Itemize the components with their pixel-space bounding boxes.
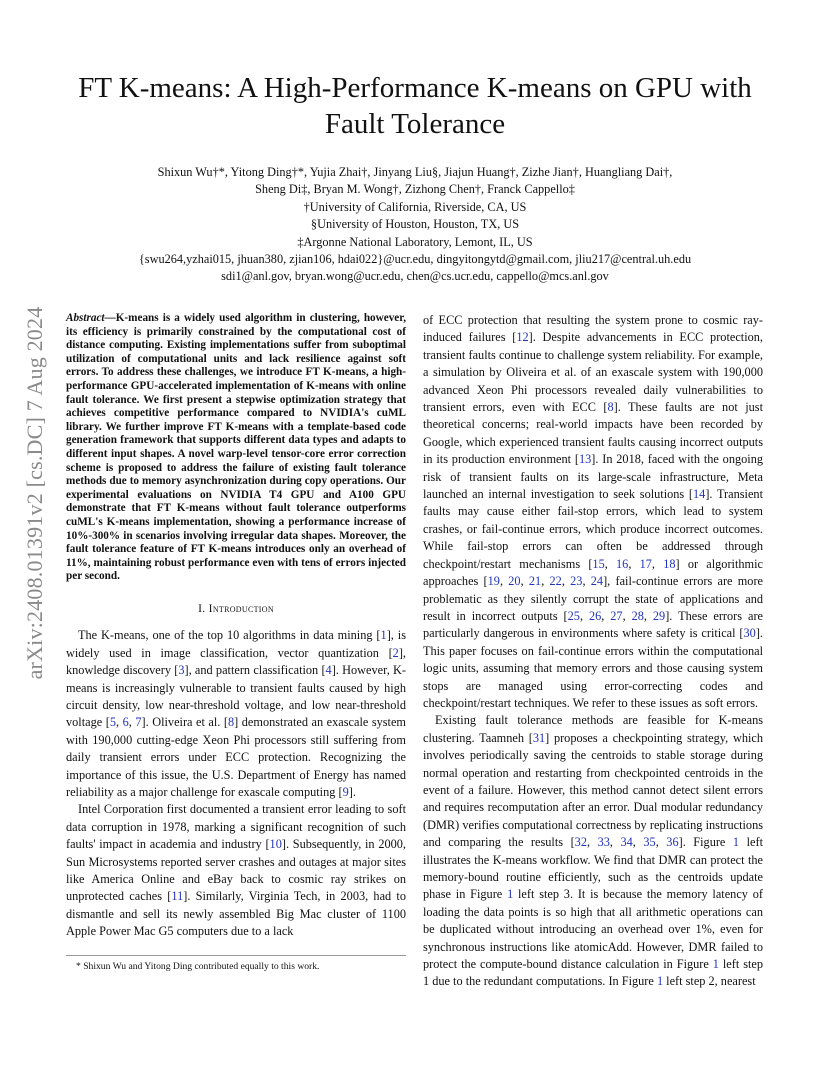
affiliation-2: §University of Houston, Houston, TX, US	[310, 217, 520, 232]
reference-link[interactable]: 8	[607, 400, 614, 415]
author-line-1: Shixun Wu†*, Yitong Ding†*, Yujia Zhai†, Jinyang Liu§, Jiajun Huang†, Zizhe Jian†, Huangliang Dai†,	[157, 165, 673, 179]
reference-link[interactable]: 3	[178, 663, 185, 678]
reference-link[interactable]: 34	[620, 835, 633, 850]
text-run: left step 2, nearest	[663, 974, 756, 989]
reference-link[interactable]: 15	[592, 556, 605, 571]
text-run: ]. Similarly, Virginia Tech, in 2003, had to dismantle and sell its newly assembled Big Mac cluster of 1100 Apple Power Mac G5 computers due to a lack	[66, 889, 406, 939]
reference-link[interactable]: 31	[532, 730, 546, 745]
text-run: ,	[632, 835, 644, 850]
author-line-2: Sheng Di‡, Bryan M. Wong†, Zizhong Chen†, Franck Cappello‡	[255, 182, 575, 197]
text-run: Intel Corporation first documented a transient error leading to soft data corruption in 1978, marking a significant recognition of such faults' impact in academia and industry [	[66, 802, 406, 852]
reference-link[interactable]: 28	[631, 608, 644, 623]
reference-link[interactable]: 16	[616, 556, 629, 571]
text-run: ], knowledge discovery [	[66, 645, 406, 678]
text-run: ,	[499, 574, 509, 589]
reference-link[interactable]: 6	[122, 715, 129, 730]
arxiv-identifier-text: arXiv:2408.01391v2 [cs.DC] 7 Aug 2024	[22, 306, 47, 680]
text-run: ] proposes a checkpointing strategy, which involves periodically saving the centroids to stable storage during normal operation and restarting from checkpointed centroids in the event of a failure. However, this method cannot detect silent errors and requires recomputation after an error. Dual modular redundancy (DMR) verifies computational correctness by replicating instructions and comparing the results [	[423, 730, 763, 850]
paper-title: FT K-means: A High-Performance K-means on GPU with Fault Tolerance	[78, 72, 752, 140]
reference-link[interactable]: 35	[643, 835, 656, 850]
emails-line-2: sdi1@anl.gov, bryan.wong@ucr.edu, chen@cs.ucr.edu, cappello@mcs.anl.gov	[221, 269, 609, 284]
right-column	[423, 312, 763, 991]
text-run: ,	[643, 608, 653, 623]
text-run: ]. This paper focuses on fail-continue errors within the computational logic units, assuming that memory errors and those causing system stops are managed using error-correcting codes and checkpoint/restart techniques. We refer to these issues as soft errors.	[423, 626, 763, 710]
text-run: ]. Despite advancements in ECC protection, transient faults continue to challenge system reliability. For example, a simulation by Oliveira et al. of an exascale system with 190,000 advanced Xeon Phi processors revealed daily vulnerabilities to transient errors, even with ECC [	[423, 330, 763, 415]
text-run: left step 1 due to the redundant computations. In Figure	[423, 957, 763, 989]
section-number: I.	[198, 601, 206, 615]
reference-link[interactable]: 21	[528, 574, 542, 589]
text-run: ]. Transient faults may cause either fail-stop errors, which lead to system crashes, or fail-continue errors, which produce incorrect outcomes. While fail-stop errors can often be addressed through checkpoint/restart mechanisms [	[423, 487, 763, 571]
affiliation-1: †University of California, Riverside, CA, US	[303, 199, 527, 214]
section-heading	[66, 600, 406, 617]
reference-link[interactable]: 29	[652, 608, 666, 623]
text-run: ,	[561, 574, 571, 589]
text-run: ,	[601, 608, 611, 623]
reference-link[interactable]: 26	[588, 608, 602, 623]
text-run: ,	[579, 608, 589, 623]
text-run: ,	[622, 608, 632, 623]
text-run: ] demonstrated an exascale system with 190,000 cutting-edge Xeon Phi processors still suffering from daily transient errors under ECC protection. Recognizing the importance of this issue, the U.S. Department of Energy has named reliability as a major challenge for exascale computing [	[66, 715, 407, 799]
reference-link[interactable]: 32	[574, 835, 587, 850]
text-run: ,	[655, 835, 667, 850]
reference-link[interactable]: 14	[693, 487, 706, 502]
abstract-text: —K-means is a widely used algorithm in clustering, however, its efficiency is primarily constrained by the computational cost of distance computing. Existing implementations suffer from suboptimal utilization of computational units and lack resilience against soft errors. To address these challenges, we introduce FT K-means, a high-performance GPU-accelerated implementation of K-means with online fault tolerance. We first present a stepwise optimization strategy that achieves competitive performance compared to NVIDIA's cuML library. We further improve FT K-means with a template-based code generation framework that supports different data types and adapts to different input shapes. A novel warp-level tensor-core error correction scheme is proposed to address the failure of existing fault tolerance methods due to memory asynchronization during copy operations. Our experimental evaluations on NVIDIA T4 GPU and A100 GPU demonstrate that FT K-means without fault tolerance outperforms cuML's K-means implementation, showing a performance increase of 10%-300% in scenarios involving irregular data shapes. Moreover, the fault tolerance feature of FT K-means introduces only an overhead of 11%, maintaining robust performance even with tens of errors injected per second.	[66, 312, 406, 583]
reference-link[interactable]: 27	[610, 608, 623, 623]
text-run: ,	[604, 556, 617, 571]
text-run: Existing fault tolerance methods are feasible for K-means clustering. Taamneh [	[423, 713, 763, 745]
affiliation-3: ‡Argonne National Laboratory, Lemont, IL, US	[297, 234, 533, 249]
reference-link[interactable]: 12	[516, 330, 529, 345]
text-run: ]. However, K-means is increasingly vulnerable to transient faults caused by high circuit density, low near-threshold voltage, and low near-threshold voltage [	[66, 663, 406, 730]
text-run: ,	[651, 556, 664, 571]
abstract	[66, 312, 406, 584]
text-run: ], is widely used in image classification, vector quantization [	[66, 628, 406, 660]
text-run: ]. Subsequently, in 2000, Sun Microsystems reported server crashes and outages at major sites like America Online and eBay back to cosmic ray strikes on unprotected caches [	[66, 837, 406, 904]
reference-link[interactable]: 22	[549, 574, 562, 589]
reference-link[interactable]: 1	[732, 835, 740, 850]
reference-link[interactable]: 1	[656, 974, 664, 989]
reference-link[interactable]: 1	[712, 957, 719, 972]
reference-link[interactable]: 25	[567, 608, 580, 623]
text-run: ,	[520, 574, 529, 589]
text-run: ,	[586, 835, 598, 850]
text-run: ]. Oliveira et al. [	[141, 715, 228, 730]
reference-link[interactable]: 30	[743, 626, 756, 641]
footnote-text: * Shixun Wu and Yitong Ding contributed equally to this work.	[76, 961, 320, 972]
paragraph	[66, 801, 406, 940]
text-run: left illustrates the K-means workflow. We find that DMR can protect the memory-bound routine efficiently, such as the centroids update phase in Figure	[423, 835, 763, 902]
reference-link[interactable]: 9	[342, 784, 349, 799]
reference-link[interactable]: 20	[508, 574, 521, 589]
reference-link[interactable]: 19	[487, 574, 500, 589]
text-run: ].	[348, 784, 356, 799]
emails-line-1: {swu264,yzhai015, jhuan380, zjian106, hdai022}@ucr.edu, dingyitongytd@gmail.com, jliu217@central.uh.edu	[138, 252, 692, 267]
section-title: Introduction	[208, 601, 274, 615]
reference-link[interactable]: 4	[325, 663, 332, 678]
text-run: ,	[128, 715, 136, 730]
reference-link[interactable]: 24	[590, 574, 604, 589]
paragraph	[66, 627, 406, 801]
paragraph	[423, 312, 763, 712]
text-run: of ECC protection that resulting the system prone to cosmic ray-induced failures [	[423, 313, 763, 345]
reference-link[interactable]: 33	[597, 835, 610, 850]
text-run: ]. In 2018, faced with the ongoing risk of transient faults on its large-scale infrastructure, Meta launched an internal investigation to seek solutions [	[423, 452, 763, 502]
reference-link[interactable]: 18	[663, 556, 676, 571]
text-run: ]. These faults are not just theoretical concerns; real-world impacts have been recorded by Google, which experienced transient faults causing incorrect outputs in its production environment [	[423, 400, 763, 467]
reference-link[interactable]: 1	[507, 887, 514, 902]
text-run: ], fail-continue errors are more problematic as they silently corrupt the state of applications and result in incorrect outputs [	[423, 574, 764, 623]
text-run: ], and pattern classification [	[184, 663, 326, 678]
text-run: ,	[541, 574, 550, 589]
text-run: The K-means, one of the top 10 algorithms in data mining [	[78, 628, 381, 643]
text-run: ] or algorithmic approaches [	[423, 556, 763, 589]
text-run: ,	[628, 556, 640, 571]
left-column	[66, 312, 406, 941]
arxiv-identifier	[22, 288, 48, 698]
reference-link[interactable]: 17	[639, 556, 652, 571]
reference-link[interactable]: 2	[392, 645, 399, 660]
text-run: ]. Figure	[678, 835, 733, 850]
reference-link[interactable]: 11	[171, 889, 184, 904]
text-run: ]. These errors are particularly dangerous in environments where safety is critical [	[423, 608, 763, 641]
reference-link[interactable]: 36	[666, 835, 679, 850]
reference-link[interactable]: 23	[570, 574, 583, 589]
footnote	[66, 955, 406, 973]
reference-link[interactable]: 10	[269, 837, 282, 852]
text-run: left step 3. It is because the memory latency of loading the data points is so high that all arithmetic operations can be duplicated without introducing an overhead over 1%, even for synchronous instructions like atomicAdd. However, DMR failed to protect the compute-bound distance calculation in Figure	[423, 887, 763, 972]
reference-link[interactable]: 5	[109, 715, 116, 730]
reference-link[interactable]: 8	[228, 715, 235, 730]
text-run: ,	[582, 574, 591, 589]
text-run: ,	[115, 715, 123, 730]
text-run: ,	[609, 835, 621, 850]
paragraph	[423, 712, 763, 991]
reference-link[interactable]: 7	[135, 715, 142, 730]
abstract-label: Abstract	[66, 312, 105, 324]
reference-link[interactable]: 1	[380, 628, 387, 643]
author-block	[60, 164, 770, 286]
reference-link[interactable]: 13	[578, 452, 592, 467]
